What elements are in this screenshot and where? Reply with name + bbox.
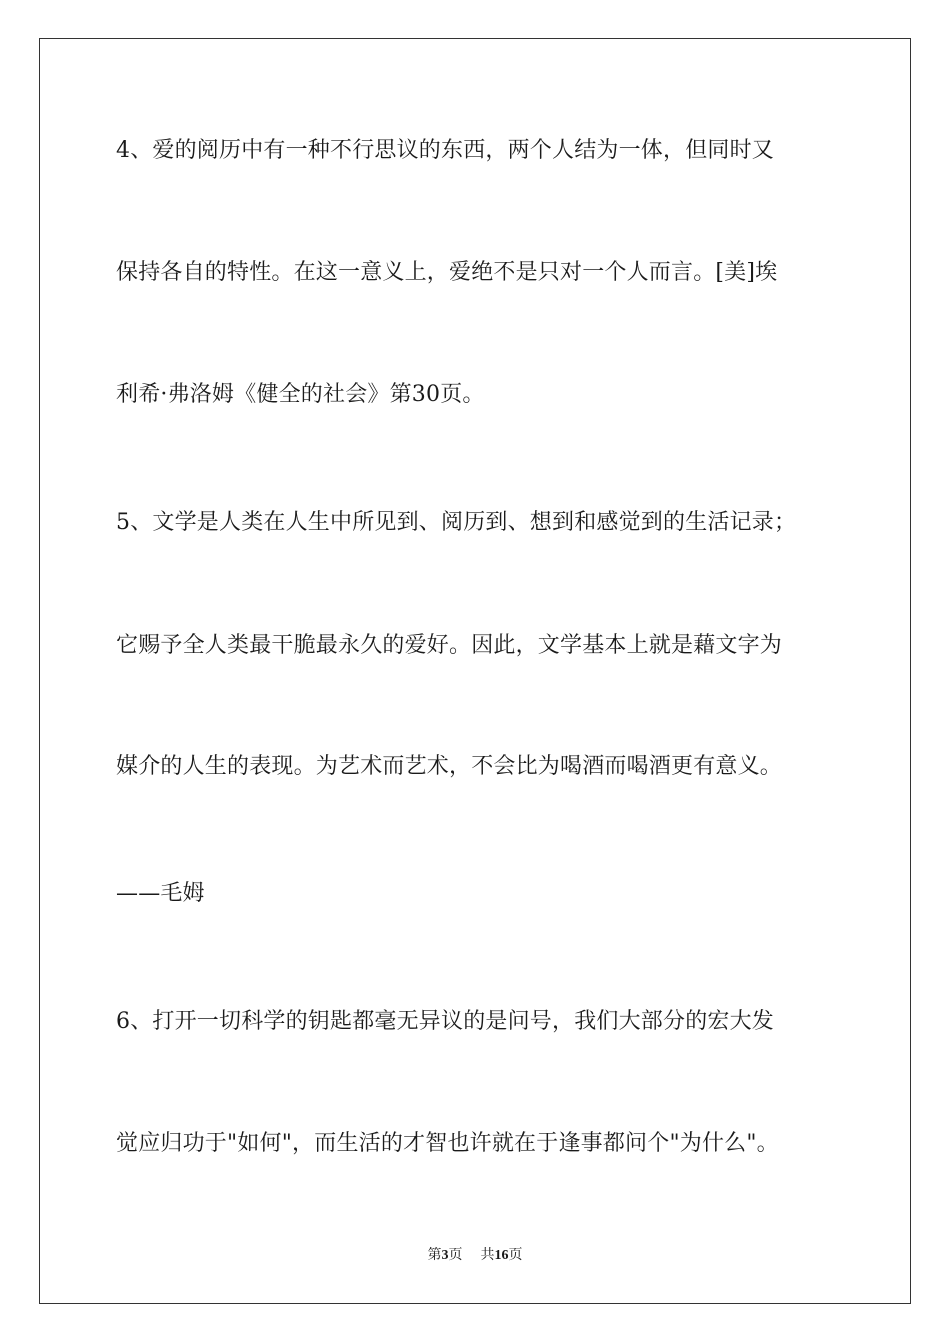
text-line-6: 媒介的人生的表现。为艺术而艺术，不会比为喝酒而喝酒更有意义。 [116,754,783,779]
total-prefix: 共 [480,1248,495,1263]
page-number: 3 [441,1248,449,1263]
text-line-9: 觉应归功于"如何"，而生活的才智也许就在于逢事都问个"为什么"。 [116,1131,779,1156]
total-pages: 16 [494,1248,509,1263]
page-border [39,38,911,1304]
page-prefix: 第 [427,1248,442,1263]
text-line-7: ——毛姆 [116,881,205,906]
total-suffix: 页 [508,1248,523,1263]
text-line-3: 利希·弗洛姆《健全的社会》第30页。 [116,382,485,407]
page-footer [0,1246,950,1266]
text-line-5: 它赐予全人类最干脆最永久的爱好。因此，文学基本上就是藉文字为 [116,633,783,658]
text-line-2: 保持各自的特性。在这一意义上，爱绝不是只对一个人而言。[美]埃 [116,260,778,285]
page-suffix: 页 [448,1248,463,1263]
text-line-1: 4、爱的阅历中有一种不行思议的东西，两个人结为一体，但同时又 [116,138,774,163]
text-line-4: 5、文学是人类在人生中所见到、阅历到、想到和感觉到的生活记录； [116,510,797,535]
text-line-8: 6、打开一切科学的钥匙都毫无异议的是问号，我们大部分的宏大发 [116,1009,774,1034]
